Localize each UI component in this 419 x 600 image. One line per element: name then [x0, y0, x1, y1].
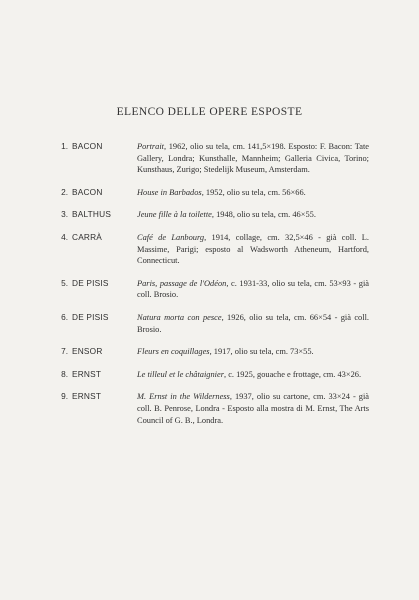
work-details: , c. 1925, gouache e frottage, cm. 43×26. [224, 369, 362, 379]
work-title: M. Ernst in the Wilderness [137, 392, 230, 402]
artist-name: BALTHUS [72, 209, 112, 220]
works-list [0, 141, 419, 437]
work-title: Portrait [137, 142, 164, 151]
entry-number: 1. [61, 141, 68, 151]
work-title: Le tilleul et le châtaignier [137, 369, 224, 379]
entry-number: 5. [61, 277, 68, 288]
list-item [0, 391, 419, 426]
list-item [0, 369, 419, 381]
list-item [0, 312, 419, 335]
work-details: , 1926, olio su tela, cm. 66×54 - già coll. Brosio. [137, 312, 369, 334]
entry-number: 9. [61, 391, 68, 402]
work-details: , 1962, olio su tela, cm. 141,5×198. Esposto: F. Bacon: Tate Gallery, Londra; Kunsthalle, Mannheim; Galleria Civica, Torino; Kunsthaus, Zurigo; Stedelijk Museum, Amsterdam. [137, 142, 369, 175]
entry-number: 4. [61, 231, 68, 242]
work-description [137, 209, 369, 221]
work-details: , c. 1931-33, olio su tela, cm. 53×93 - già coll. Brosio. [137, 278, 369, 300]
entry-number: 3. [61, 209, 68, 220]
artist-name: BACON [72, 186, 103, 197]
work-title: Natura morta con pesce [137, 312, 222, 322]
work-details: , 1952, olio su tela, cm. 56×66. [201, 187, 306, 197]
work-description [137, 369, 369, 381]
list-item [0, 232, 419, 267]
work-description [137, 141, 369, 176]
artist-name: BACON [72, 141, 103, 151]
work-title: Café de Lanbourg [137, 232, 205, 242]
entry-number: 2. [61, 186, 68, 197]
artist-name: CARRÀ [72, 231, 103, 242]
work-details: , 1917, olio su tela, cm. 73×55. [209, 347, 314, 357]
artist-name: ERNST [72, 368, 102, 379]
list-item [0, 187, 419, 199]
artist-name: DE PISIS [72, 311, 109, 322]
work-description [137, 232, 369, 267]
work-description [137, 346, 369, 358]
work-title: Jeune fille à la toilette [137, 210, 212, 220]
work-details: , 1948, olio su tela, cm. 46×55. [211, 210, 316, 220]
artist-name: ENSOR [72, 346, 103, 357]
entry-number: 6. [61, 311, 68, 322]
work-description [137, 312, 369, 335]
work-details: , 1914, collage, cm. 32,5×46 - già coll. L. Massime, Parigi; esposto al Wadsworth Atheneum, Hartford, Connecticut. [137, 232, 369, 266]
list-item [0, 209, 419, 221]
list-item [0, 278, 419, 301]
work-details: , 1937, olio su cartone, cm. 33×24 - già coll. B. Penrose, Londra - Esposto alla mostra di M. Ernst, The Arts Council of G. B., Londra. [137, 392, 369, 425]
entry-number: 8. [61, 368, 68, 379]
work-description [137, 391, 369, 426]
page-title: ELENCO DELLE OPERE ESPOSTE [116, 106, 303, 118]
work-description [137, 278, 369, 301]
work-description [137, 187, 369, 199]
entry-number: 7. [61, 346, 68, 357]
work-title: Fleurs en coquillages [137, 347, 210, 357]
list-item [0, 346, 419, 358]
artist-name: ERNST [72, 391, 102, 402]
list-item [0, 141, 419, 176]
work-title: Paris, passage de l'Odéon [137, 278, 227, 288]
artist-name: DE PISIS [72, 277, 109, 288]
work-title: House in Barbados [137, 187, 202, 197]
